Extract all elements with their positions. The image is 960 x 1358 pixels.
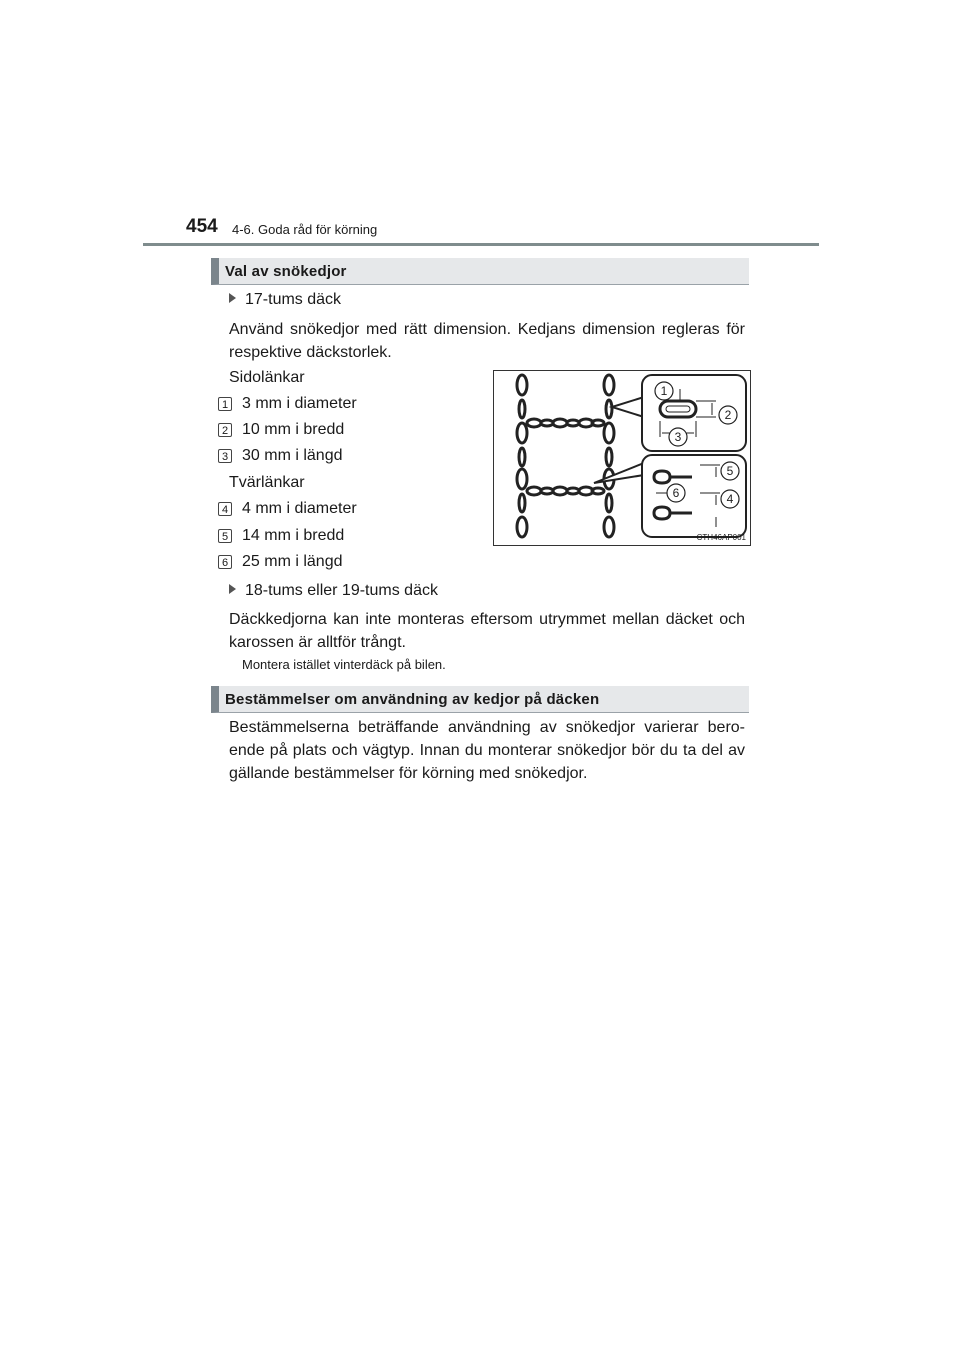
callout-6-label: 6 [672,486,680,500]
cross-link-length: 25 mm i längd [242,553,343,570]
bullet-18-19-inch [229,582,438,600]
regulations-paragraph: Bestämmelserna beträffande användning av snökedjor varierar bero-ende på plats och vägtyp. Innan du monterar snökedjor bör du ta del av gällande bestämmelser för körning med snökedjor. [229,719,745,782]
marker-3: 3 [218,449,232,463]
callout-4-label: 4 [726,492,734,506]
bullet-triangle-icon [229,293,236,303]
bullet-triangle-icon [229,584,236,594]
bullet-17-inch [229,291,341,309]
side-links-label: Sidolänkar [229,369,305,386]
snow-chain-figure [493,370,751,546]
chain-clearance-paragraph: Däckkedjorna kan inte monteras eftersom utrymmet mellan däcket och karossen är alltför trångt. [229,611,745,651]
marker-5: 5 [218,529,232,543]
section-heading-chain-regulations: Bestämmelser om användning av kedjor på däcken [211,686,749,713]
callout-5-label: 5 [726,464,734,478]
marker-4: 4 [218,502,232,516]
callout-3-label: 3 [674,430,682,444]
marker-6: 6 [218,555,232,569]
winter-tire-note: Montera istället vinterdäck på bilen. [242,657,446,672]
side-link-length: 30 mm i längd [242,447,343,464]
cross-link-width: 14 mm i bredd [242,527,345,544]
chain-dimension-paragraph: Använd snökedjor med rätt dimension. Kedjans dimension regleras för respektive däckstorlek. [229,321,745,361]
marker-2: 2 [218,423,232,437]
side-link-diameter: 3 mm i diameter [242,395,357,412]
callout-1-label: 1 [660,384,668,398]
chapter-title: 4-6. Goda råd för körning [232,222,378,237]
bullet-17-inch-text: 17-tums däck [245,291,342,308]
cross-links-label: Tvärlänkar [229,474,305,491]
cross-link-diameter: 4 mm i diameter [242,500,357,517]
header-divider [143,243,819,246]
snow-chain-illustration [494,371,750,545]
figure-code: CTH46AP001 [696,533,746,542]
section-heading-snow-chains: Val av snökedjor [211,258,749,285]
callout-2-label: 2 [724,408,732,422]
bullet-18-19-inch-text: 18-tums eller 19-tums däck [245,582,438,599]
side-link-width: 10 mm i bredd [242,421,345,438]
page-number: 454 [186,216,218,237]
marker-1: 1 [218,397,232,411]
